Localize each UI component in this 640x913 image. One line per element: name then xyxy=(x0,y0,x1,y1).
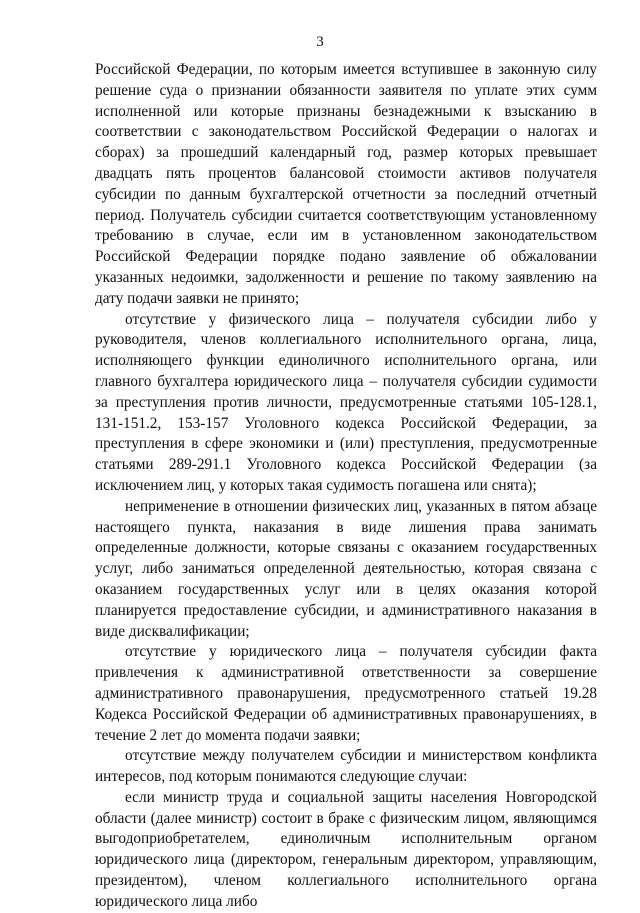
paragraph-minister-case: если министр труда и социальной защиты населения Новгородской области (далее министр) состоит в браке с физическим лицом, являющимся выгодоприобретателем, единоличным исполнительным органом юридического лица (директором, генеральным директором, управляющим, президентом), членом коллегиального исполнительного органа юридического лица либо xyxy=(95,788,597,910)
paragraph-no-criminal-record: отсутствие у физического лица – получателя субсидии либо у руководителя, членов коллегиального исполнительного органа, лица, исполняющего функции единоличного исполнительного органа, или главного бухгалтера юридического лица – получателя субсидии судимости за преступления против личности, предусмотренные статьями 105-128.1, 131-151.2, 153-157 Уголовного кодекса Российской Федерации, за преступления в сфере экономики и (или) преступления, предусмотренные статьями 289-291.1 Уголовного кодекса Российской Федерации (за исключением лиц, у которых такая судимость погашена или снята); xyxy=(95,310,597,494)
body-text xyxy=(95,60,597,913)
paragraph-no-administrative-liability: отсутствие у юридического лица – получателя субсидии факта привлечения к административной ответственности за совершение административного правонарушения, предусмотренного статьей 19.28 Кодекса Российской Федерации об административных правонарушениях, в течение 2 лет до момента подачи заявки; xyxy=(95,643,597,744)
paragraph-no-disqualification: неприменение в отношении физических лиц, указанных в пятом абзаце настоящего пункта, наказания в виде лишения права занимать определенные должности, которые связаны с оказанием государственных услуг, либо заниматься определенной деятельностью, которая связана с оказанием государственных услуг или в целях оказания которой планируется предоставление субсидии, и административного наказания в виде дисквалификации; xyxy=(95,497,597,640)
page-number: 3 xyxy=(316,34,324,50)
paragraph-conflict-of-interest: отсутствие между получателем субсидии и министерством конфликта интересов, под которым понимаются следующие случаи: xyxy=(95,747,597,786)
paragraph-continuation: Российской Федерации, по которым имеется вступившее в законную силу решение суда о признании обязанности заявителя по уплате этих сумм исполненной или которые признаны безнадежными к взысканию в соответствии с законодательством Российской Федерации о налогах и сборах) за прошедший календарный год, размер которых превышает двадцать пять процентов балансовой стоимости активов получателя субсидии по данным бухгалтерской отчетности за последний отчетный период. Получатель субсидии считается соответствующим установленному требованию в случае, если им в установленном законодательством Российской Федерации порядке подано заявление об обжаловании указанных недоимки, задолженности и решение по такому заявлению на дату подачи заявки не принято; xyxy=(95,61,597,307)
